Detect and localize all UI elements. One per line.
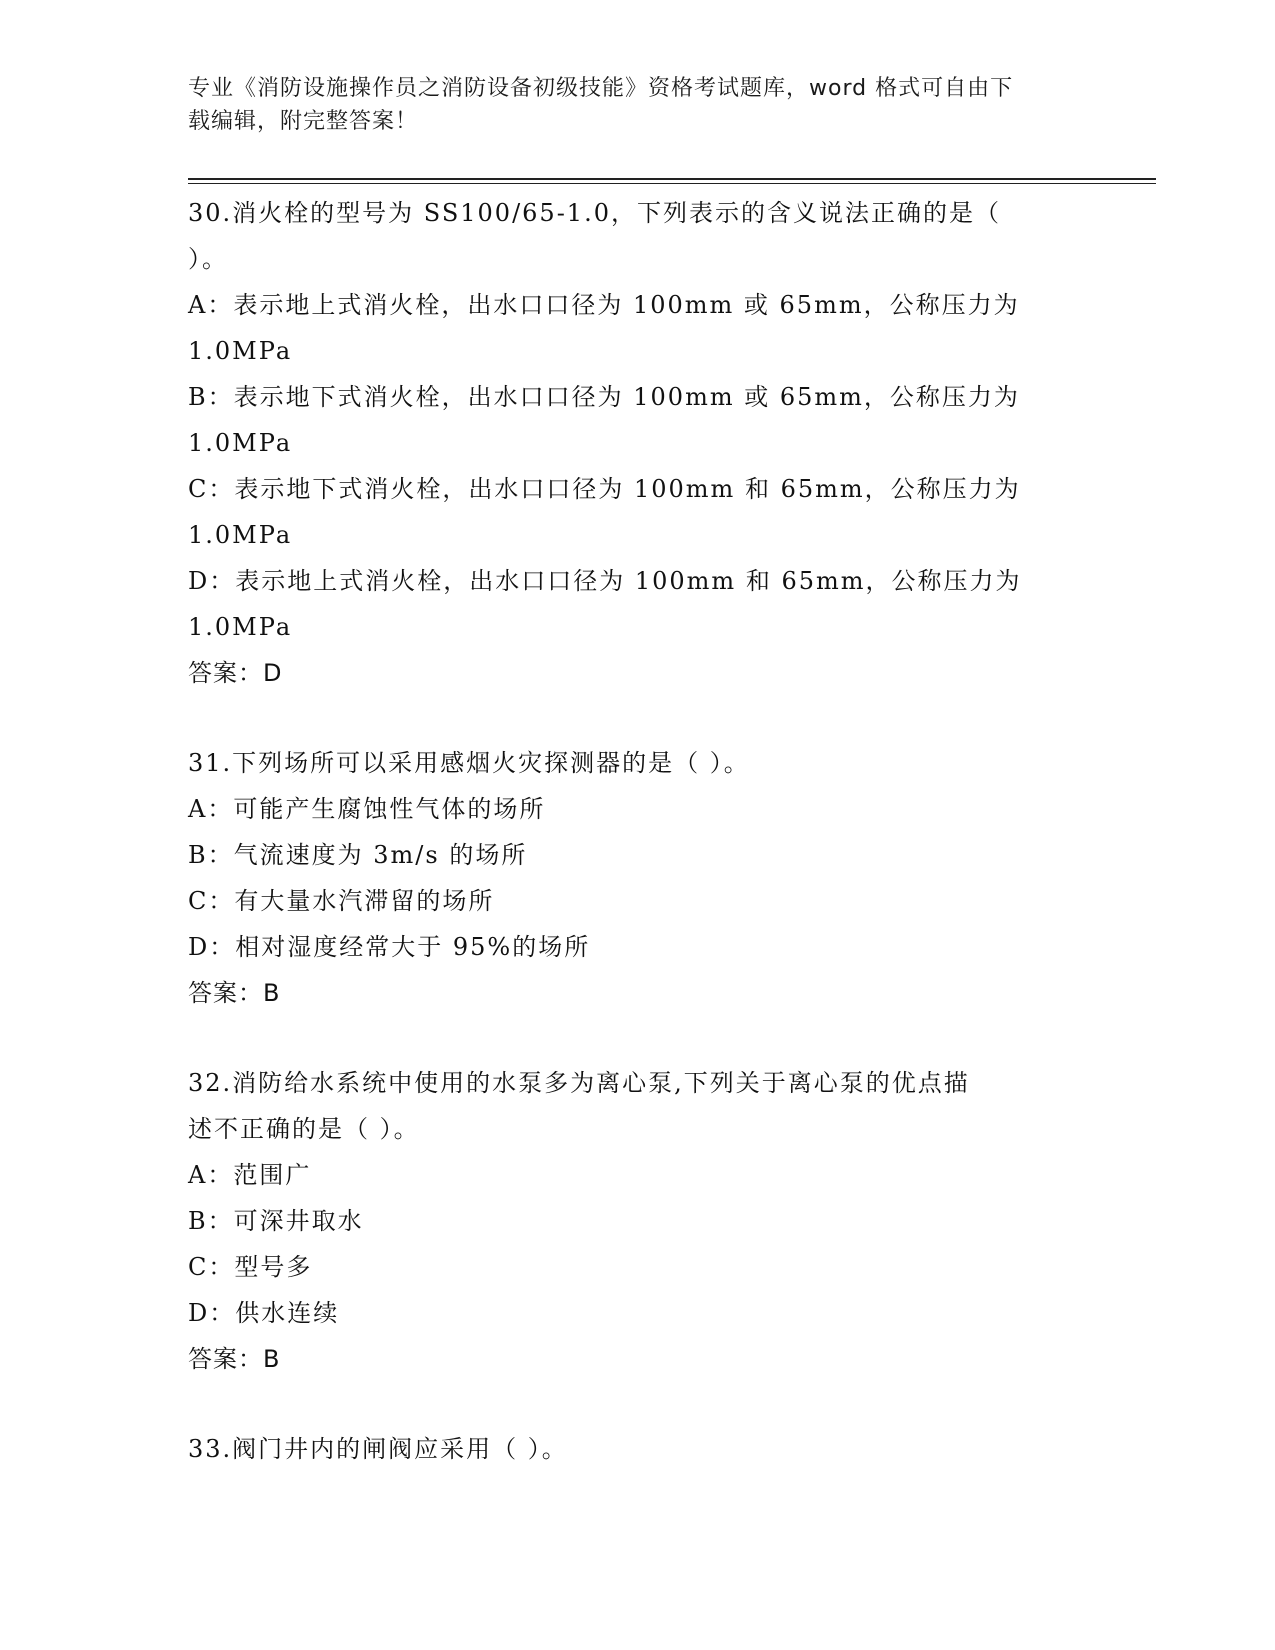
question-block: [188, 1060, 1108, 1382]
answer-option: 1.0MPa: [188, 521, 293, 549]
header-line: 载编辑，附完整答案！: [188, 109, 419, 134]
answer-option: C：有大量水汽滞留的场所: [188, 887, 495, 915]
question-list: [188, 190, 1108, 1472]
question-stem: 33.阀门井内的闸阀应采用（ ）。: [188, 1435, 568, 1463]
answer-key: 答案：B: [188, 1345, 281, 1373]
answer-option: C：表示地下式消火栓，出水口口径为 100mm 和 65mm，公称压力为: [188, 475, 1021, 503]
answer-option: C：型号多: [188, 1253, 313, 1281]
header-divider: [188, 178, 1156, 180]
header-line: 专业《消防设施操作员之消防设备初级技能》资格考试题库，word 格式可自由下: [188, 76, 1014, 101]
question-gap: [188, 1382, 1108, 1426]
answer-option: D：表示地上式消火栓，出水口口径为 100mm 和 65mm，公称压力为: [188, 567, 1022, 595]
answer-option: 1.0MPa: [188, 337, 293, 365]
question-block: [188, 190, 1108, 696]
answer-key: 答案：D: [188, 659, 283, 687]
question-block: [188, 1426, 1108, 1472]
answer-option: D：相对湿度经常大于 95%的场所: [188, 933, 591, 961]
question-stem: 32.消防给水系统中使用的水泵多为离心泵,下列关于离心泵的优点描: [188, 1069, 970, 1097]
question-stem: 30.消火栓的型号为 SS100/65-1.0，下列表示的含义说法正确的是（: [188, 199, 1001, 227]
answer-key: 答案：B: [188, 979, 281, 1007]
answer-option: 1.0MPa: [188, 613, 293, 641]
answer-option: 1.0MPa: [188, 429, 293, 457]
answer-option: B：气流速度为 3m/s 的场所: [188, 841, 528, 869]
answer-option: A：范围广: [188, 1161, 312, 1189]
answer-option: A：可能产生腐蚀性气体的场所: [188, 795, 546, 823]
question-stem: 述不正确的是（ ）。: [188, 1115, 420, 1143]
answer-option: D：供水连续: [188, 1299, 340, 1327]
question-stem: 31.下列场所可以采用感烟火灾探测器的是（ ）。: [188, 749, 750, 777]
header-divider: [188, 183, 1156, 184]
answer-option: B：可深井取水: [188, 1207, 364, 1235]
answer-option: B：表示地下式消火栓，出水口口径为 100mm 或 65mm，公称压力为: [188, 383, 1020, 411]
question-gap: [188, 696, 1108, 740]
question-block: [188, 740, 1108, 1016]
question-gap: [188, 1016, 1108, 1060]
answer-option: A：表示地上式消火栓，出水口口径为 100mm 或 65mm，公称压力为: [188, 291, 1020, 319]
question-stem: ）。: [188, 245, 228, 273]
document-header: [188, 72, 1088, 138]
